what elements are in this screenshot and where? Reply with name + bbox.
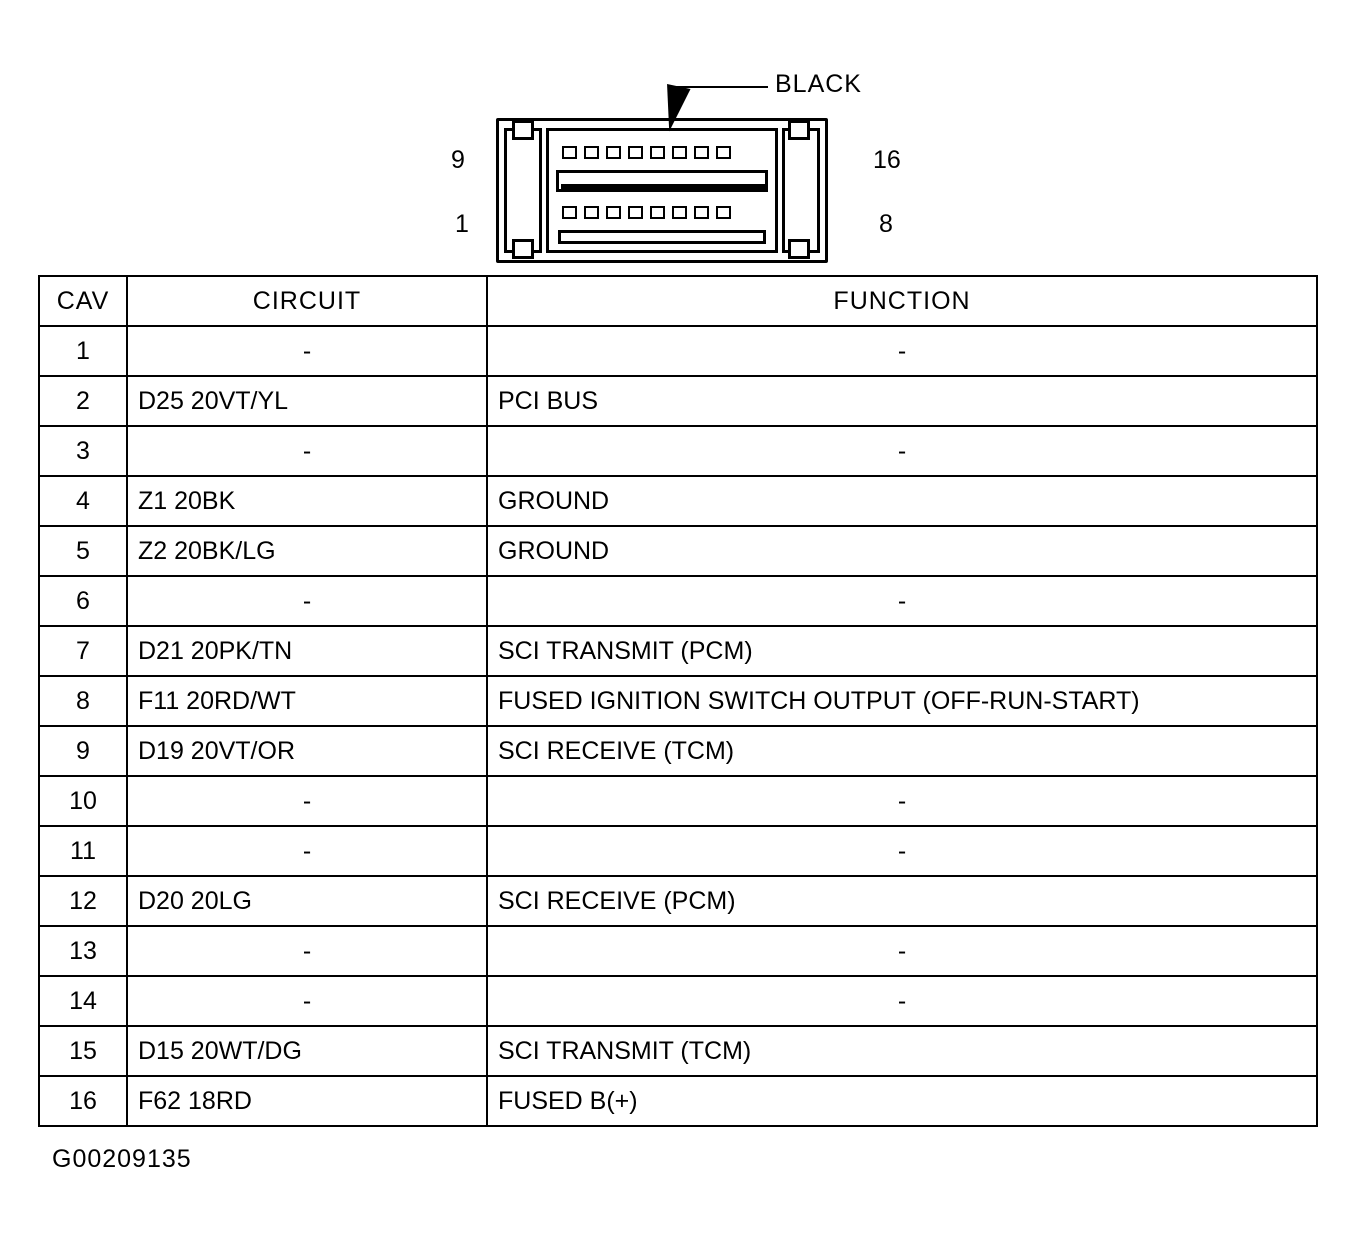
column-header-circuit: CIRCUIT <box>127 276 487 326</box>
cell-circuit: - <box>127 826 487 876</box>
cell-cav: 15 <box>39 1026 127 1076</box>
cell-circuit: - <box>127 926 487 976</box>
figure-id-label: G00209135 <box>52 1145 192 1173</box>
cell-circuit: F11 20RD/WT <box>127 676 487 726</box>
callout-label-black: BLACK <box>775 70 862 98</box>
pin-number-top-left: 9 <box>451 146 465 174</box>
cell-circuit: D20 20LG <box>127 876 487 926</box>
cell-function: GROUND <box>487 526 1317 576</box>
connector-tab-top-right <box>788 120 810 140</box>
cell-cav: 9 <box>39 726 127 776</box>
table-row <box>39 976 1317 1026</box>
connector-ear-right <box>782 128 820 253</box>
cell-function: - <box>487 926 1317 976</box>
connector-cavity <box>584 206 599 219</box>
cell-circuit: D25 20VT/YL <box>127 376 487 426</box>
table-row <box>39 626 1317 676</box>
cell-circuit: - <box>127 976 487 1026</box>
cell-circuit: - <box>127 326 487 376</box>
cell-cav: 3 <box>39 426 127 476</box>
table-row <box>39 376 1317 426</box>
connector-cavity-row-bottom <box>562 206 762 219</box>
connector-cavity <box>716 206 731 219</box>
cell-function: - <box>487 326 1317 376</box>
cell-function: SCI TRANSMIT (PCM) <box>487 626 1317 676</box>
cell-function: SCI RECEIVE (TCM) <box>487 726 1317 776</box>
connector-center-bar <box>556 170 768 192</box>
cell-cav: 11 <box>39 826 127 876</box>
table-header-row <box>39 276 1317 326</box>
table-row <box>39 1076 1317 1126</box>
connector-tab-bottom-left <box>512 239 534 259</box>
cell-circuit: - <box>127 426 487 476</box>
connector-cavity <box>694 146 709 159</box>
cell-function: SCI RECEIVE (PCM) <box>487 876 1317 926</box>
cell-cav: 5 <box>39 526 127 576</box>
column-header-function: FUNCTION <box>487 276 1317 326</box>
connector-cavity <box>672 206 687 219</box>
connector-tab-top-left <box>512 120 534 140</box>
cell-circuit: Z1 20BK <box>127 476 487 526</box>
cell-circuit: Z2 20BK/LG <box>127 526 487 576</box>
connector-cavity <box>562 206 577 219</box>
connector-cavity <box>672 146 687 159</box>
pin-number-bottom-right: 8 <box>879 210 893 238</box>
cell-cav: 12 <box>39 876 127 926</box>
cell-circuit: D19 20VT/OR <box>127 726 487 776</box>
cell-cav: 1 <box>39 326 127 376</box>
cell-function: - <box>487 576 1317 626</box>
cell-function: PCI BUS <box>487 376 1317 426</box>
table-row <box>39 826 1317 876</box>
cell-cav: 7 <box>39 626 127 676</box>
cell-cav: 10 <box>39 776 127 826</box>
connector-figure <box>0 0 1354 275</box>
cell-cav: 4 <box>39 476 127 526</box>
table-row <box>39 726 1317 776</box>
connector-cavity <box>606 206 621 219</box>
connector-cavity <box>628 206 643 219</box>
cell-circuit: F62 18RD <box>127 1076 487 1126</box>
table-row <box>39 426 1317 476</box>
cell-function: - <box>487 426 1317 476</box>
cell-function: - <box>487 826 1317 876</box>
connector-cavity <box>716 146 731 159</box>
connector-cavity <box>584 146 599 159</box>
connector-cavity <box>650 206 665 219</box>
pinout-table <box>38 275 1318 1127</box>
cell-cav: 6 <box>39 576 127 626</box>
table-row <box>39 576 1317 626</box>
cell-function: - <box>487 976 1317 1026</box>
cell-cav: 14 <box>39 976 127 1026</box>
cell-function: GROUND <box>487 476 1317 526</box>
connector-tab-bottom-right <box>788 239 810 259</box>
cell-cav: 16 <box>39 1076 127 1126</box>
pin-number-bottom-left: 1 <box>455 210 469 238</box>
cell-function: FUSED B(+) <box>487 1076 1317 1126</box>
cell-circuit: - <box>127 576 487 626</box>
connector-lower-bar <box>558 230 766 244</box>
connector-center-bar-fill <box>561 184 765 189</box>
cell-circuit: - <box>127 776 487 826</box>
cell-function: SCI TRANSMIT (TCM) <box>487 1026 1317 1076</box>
table-row <box>39 776 1317 826</box>
cell-function: - <box>487 776 1317 826</box>
cell-cav: 8 <box>39 676 127 726</box>
table-row <box>39 676 1317 726</box>
connector-cavity-row-top <box>562 146 762 159</box>
connector-ear-left <box>504 128 542 253</box>
table-row <box>39 876 1317 926</box>
connector-cavity <box>562 146 577 159</box>
table-row <box>39 926 1317 976</box>
connector-cavity <box>628 146 643 159</box>
pin-number-top-right: 16 <box>873 146 901 174</box>
cell-cav: 2 <box>39 376 127 426</box>
cell-circuit: D15 20WT/DG <box>127 1026 487 1076</box>
connector-drawing <box>490 118 834 263</box>
connector-cavity <box>650 146 665 159</box>
table-row <box>39 526 1317 576</box>
connector-cavity <box>606 146 621 159</box>
cell-cav: 13 <box>39 926 127 976</box>
cell-circuit: D21 20PK/TN <box>127 626 487 676</box>
table-row <box>39 1026 1317 1076</box>
table-row <box>39 476 1317 526</box>
cell-function: FUSED IGNITION SWITCH OUTPUT (OFF-RUN-START) <box>487 676 1317 726</box>
column-header-cav: CAV <box>39 276 127 326</box>
table-row <box>39 326 1317 376</box>
connector-cavity <box>694 206 709 219</box>
